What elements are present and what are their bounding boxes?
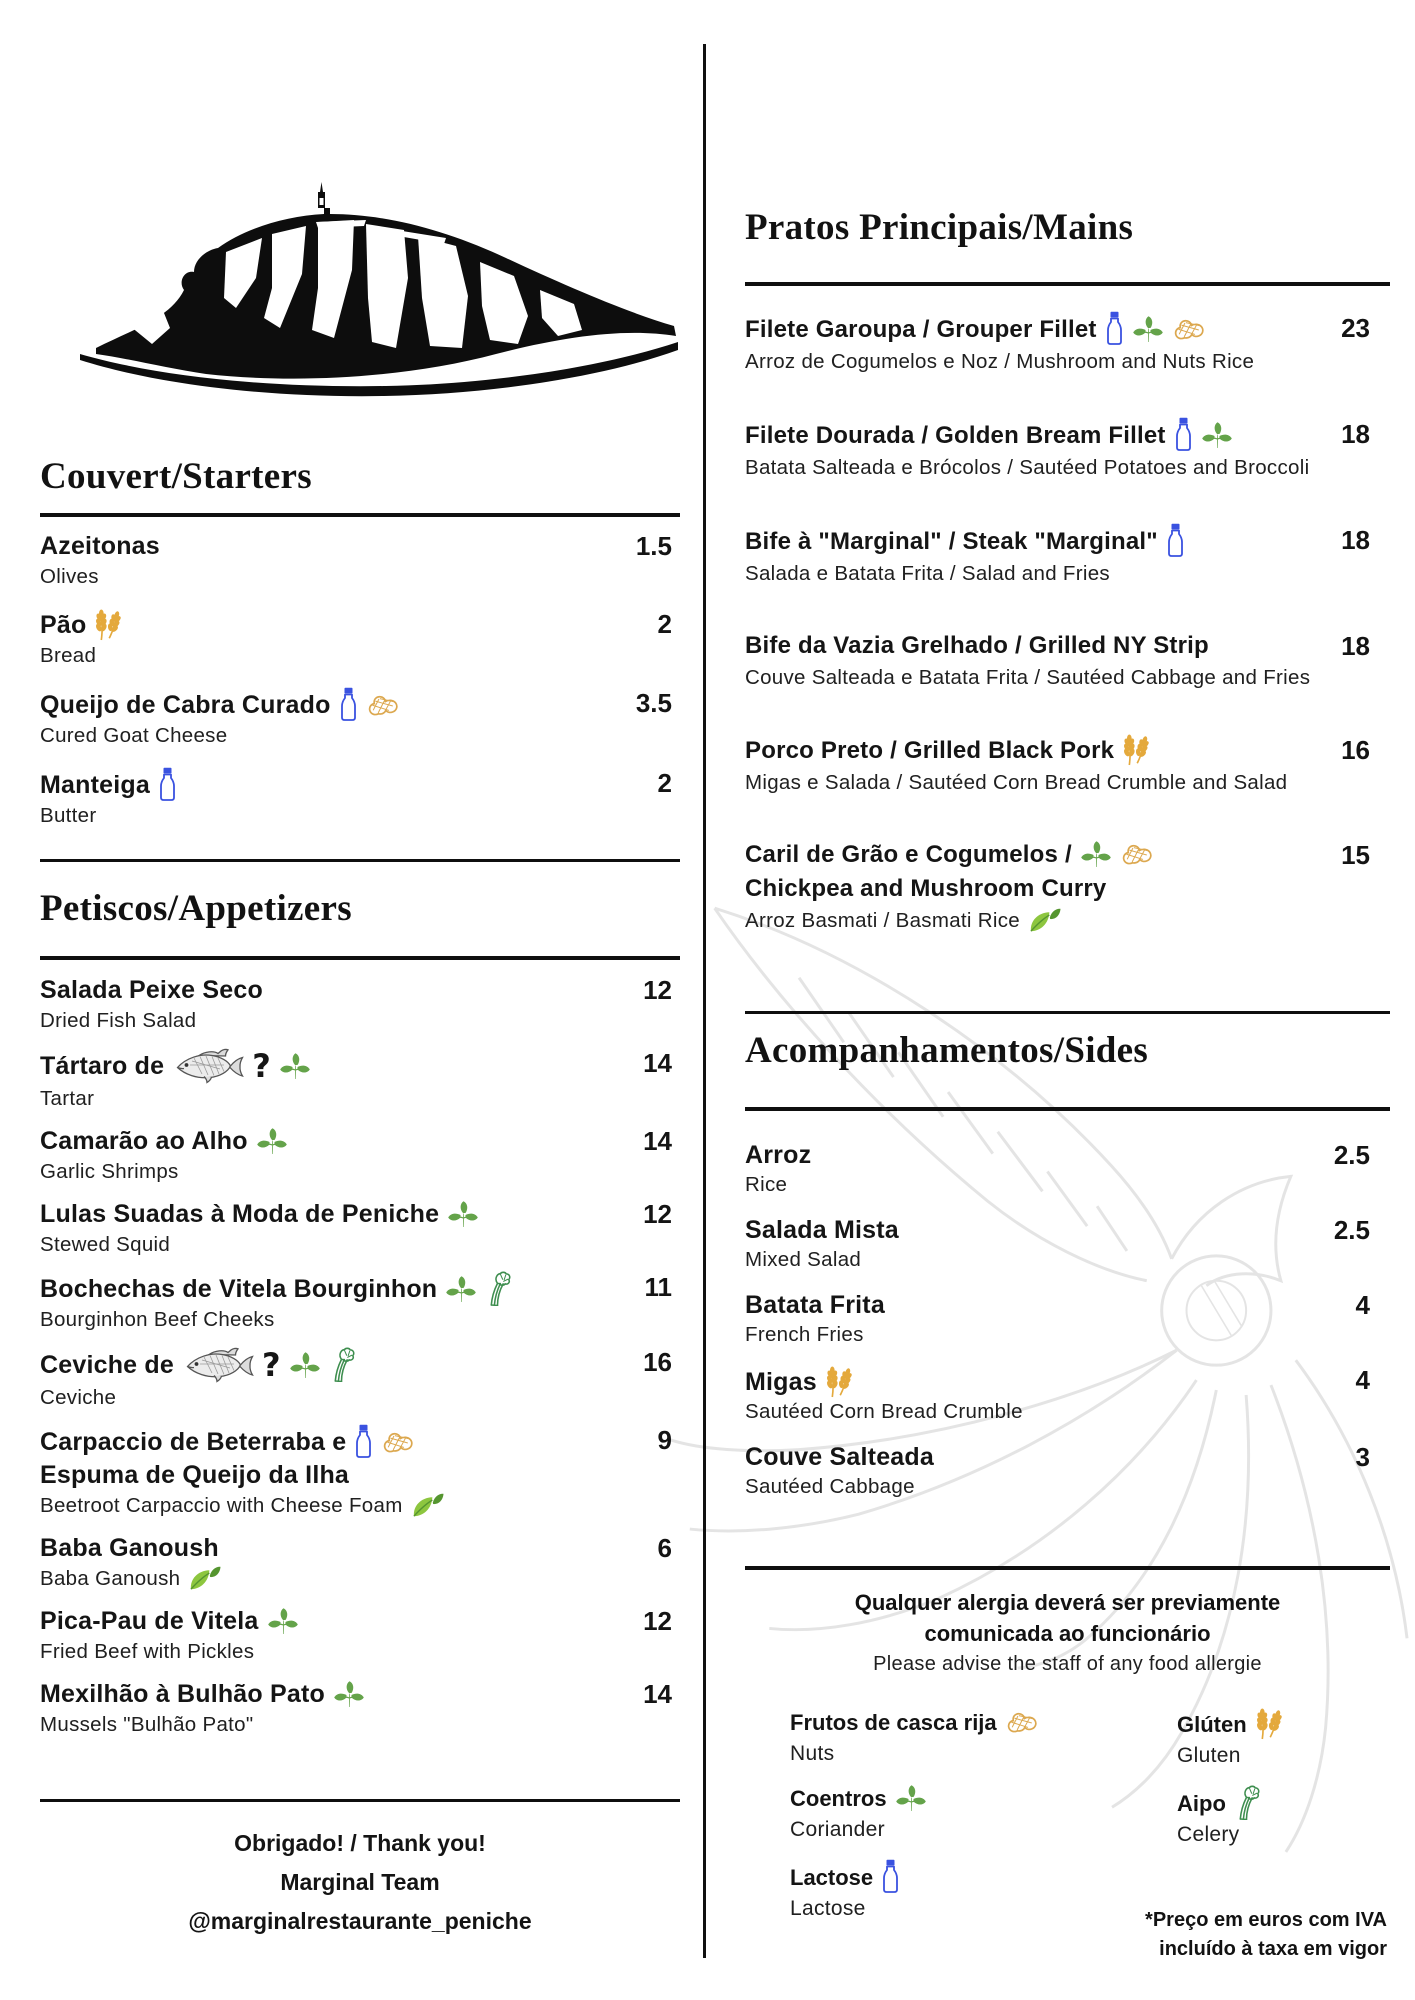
menu-item-price: 2 — [657, 767, 672, 798]
menu-item-description-text: Butter — [40, 803, 97, 827]
menu-item-name — [745, 1215, 1328, 1246]
menu-item-description-text: Migas e Salada / Sautéed Corn Bread Crumble and Salad — [745, 770, 1288, 794]
column-divider-line — [703, 44, 706, 1958]
menu-item-description-text: Rice — [745, 1172, 788, 1196]
section-rule — [40, 956, 680, 960]
allergen-legend-item — [790, 1783, 1039, 1845]
menu-item-main — [40, 1605, 616, 1666]
menu-item-description — [745, 663, 1328, 693]
fish-sketch-icon — [174, 1047, 244, 1085]
menu-item-description-text: Cured Goat Cheese — [40, 723, 228, 747]
peanut-nuts-icon — [1120, 840, 1154, 868]
peanut-nuts-icon — [1005, 1708, 1039, 1736]
menu-item-main — [40, 687, 616, 750]
menu-item-description — [745, 453, 1328, 483]
menu-item — [40, 1125, 680, 1186]
allergen-legend — [745, 1707, 1390, 1935]
team-line: Marginal Team — [280, 1869, 440, 1895]
vegan-leaf-icon — [411, 1492, 444, 1518]
menu-item — [40, 1678, 680, 1739]
menu-item-name-line2 — [40, 1459, 616, 1492]
menu-item-description — [40, 1085, 616, 1113]
menu-item-price: 16 — [1341, 734, 1370, 765]
menu-item — [745, 1215, 1390, 1274]
menu-item-description — [40, 802, 616, 830]
milk-bottle-lactose-icon — [881, 1859, 900, 1893]
peanut-nuts-icon — [366, 691, 400, 719]
menu-item-price: 18 — [1341, 630, 1370, 661]
coriander-leaf-icon — [895, 1784, 927, 1812]
starters-item-list — [40, 530, 680, 830]
menu-item-name-text: Queijo de Cabra Curado — [40, 690, 331, 719]
allergy-notice — [745, 1587, 1390, 1679]
allergen-label-text: Coentros — [790, 1785, 887, 1811]
menu-item — [40, 974, 680, 1035]
menu-item — [745, 1442, 1390, 1501]
allergy-notice-pt-line1: Qualquer alergia deverá ser previamente — [854, 1589, 1281, 1615]
menu-item — [40, 687, 680, 750]
menu-item — [40, 1424, 680, 1520]
menu-item-main — [745, 1290, 1328, 1349]
menu-item-price: 9 — [657, 1424, 672, 1455]
menu-item-description — [40, 1007, 616, 1035]
allergy-notice-en: Please advise the staff of any food allergie — [873, 1652, 1262, 1675]
menu-item-name — [40, 1605, 616, 1638]
menu-item-price: 14 — [643, 1125, 672, 1156]
question-mark: ? — [262, 1345, 281, 1384]
allergen-label — [790, 1783, 1039, 1815]
allergen-legend-item — [790, 1707, 1039, 1769]
menu-item-description — [745, 347, 1328, 377]
menu-item-price: 2.5 — [1333, 1214, 1370, 1245]
menu-item-main — [40, 1271, 616, 1334]
menu-item-name-text: Pão — [40, 610, 87, 639]
menu-item-name — [745, 1442, 1328, 1473]
allergen-label-text: Glúten — [1177, 1711, 1247, 1737]
menu-item-name-line2 — [745, 872, 1328, 906]
menu-item-description-text: Bread — [40, 643, 97, 667]
coriander-leaf-icon — [279, 1052, 311, 1080]
allergen-label-text: Aipo — [1177, 1790, 1226, 1816]
menu-item-description-text: Arroz de Cogumelos e Noz / Mushroom and Nuts Rice — [745, 349, 1255, 373]
price-vat-note — [1145, 1906, 1387, 1964]
menu-item-price: 12 — [643, 974, 672, 1005]
menu-item-name — [745, 1140, 1328, 1171]
menu-item-main — [745, 417, 1328, 483]
menu-item — [40, 1605, 680, 1666]
menu-item-name-text: Migas — [745, 1367, 817, 1396]
menu-item-name-text: Baba Ganoush — [40, 1533, 219, 1562]
menu-item — [745, 1290, 1390, 1349]
allergen-label — [1177, 1785, 1282, 1820]
menu-item-price: 18 — [1341, 418, 1370, 449]
instagram-handle: @marginalrestaurante_peniche — [188, 1908, 532, 1934]
allergen-label — [790, 1859, 1039, 1894]
menu-item-description — [745, 559, 1328, 589]
menu-item-description-text: Stewed Squid — [40, 1232, 171, 1256]
menu-item-name-text: Filete Dourada / Golden Bream Fillet — [745, 421, 1166, 449]
menu-item-main — [745, 733, 1328, 798]
menu-item-price: 12 — [643, 1198, 672, 1229]
menu-item-main — [745, 838, 1328, 936]
menu-item — [745, 523, 1390, 589]
menu-item-main — [40, 1678, 616, 1739]
menu-item-name — [40, 608, 616, 642]
menu-item-description-text: Couve Salteada e Batata Frita / Sautéed Cabbage and Fries — [745, 665, 1311, 689]
menu-item-description-text: Garlic Shrimps — [40, 1159, 179, 1183]
celery-icon — [485, 1271, 512, 1306]
allergen-legend-item — [1177, 1785, 1282, 1850]
menu-item-name-text: Ceviche de — [40, 1350, 175, 1379]
menu-item-name — [745, 733, 1328, 768]
price-vat-note-line1: *Preço em euros com IVA — [1145, 1909, 1387, 1931]
menu-item-main — [745, 1215, 1328, 1274]
section-rule — [745, 1011, 1390, 1015]
menu-item-name-text: Bochechas de Vitela Bourginhon — [40, 1274, 438, 1303]
menu-item-main — [40, 1125, 616, 1186]
section-title-sides: Acompanhamentos/Sides — [745, 1030, 1149, 1071]
menu-item-description — [40, 642, 616, 670]
menu-item-main — [745, 1365, 1328, 1426]
menu-item-main — [40, 1346, 616, 1412]
menu-item-name-text: Filete Garoupa / Grouper Fillet — [745, 315, 1097, 343]
coriander-leaf-icon — [447, 1200, 479, 1228]
menu-item-name-text: Espuma de Queijo da Ilha — [40, 1460, 350, 1489]
sides-item-list — [745, 1140, 1390, 1501]
menu-item-price: 2.5 — [1333, 1139, 1370, 1170]
right-column — [745, 0, 1390, 1935]
menu-item-name-text: Salada Mista — [745, 1215, 899, 1244]
section-rule — [745, 1566, 1390, 1570]
menu-item-name-text: Azeitonas — [40, 531, 160, 560]
menu-item-main — [40, 1198, 616, 1259]
menu-item-name — [745, 311, 1328, 347]
menu-item-description-text: Beetroot Carpaccio with Cheese Foam — [40, 1493, 403, 1517]
menu-item-price: 4 — [1355, 1289, 1370, 1320]
menu-item-description — [40, 1638, 616, 1666]
menu-item-main — [40, 608, 616, 670]
menu-item-description-text: Fried Beef with Pickles — [40, 1639, 255, 1663]
peanut-nuts-icon — [381, 1428, 415, 1456]
allergen-sub-label: Gluten — [1177, 1743, 1241, 1767]
menu-item-description-text: Mussels "Bulhão Pato" — [40, 1712, 254, 1736]
menu-item-description — [745, 768, 1328, 798]
menu-item-main — [40, 1047, 616, 1113]
menu-item-name-text: Bife à "Marginal" / Steak "Marginal" — [745, 527, 1158, 555]
menu-item — [40, 1271, 680, 1334]
milk-bottle-lactose-icon — [1166, 523, 1185, 557]
menu-item-name — [745, 629, 1328, 663]
price-vat-note-line2: incluído à taxa em vigor — [1159, 1938, 1387, 1960]
menu-item-name-text: Arroz — [745, 1140, 812, 1169]
celery-icon — [1234, 1785, 1261, 1820]
coriander-leaf-icon — [445, 1275, 477, 1303]
menu-item-description — [40, 1231, 616, 1259]
menu-item-description — [40, 722, 616, 750]
allergen-label — [1177, 1707, 1282, 1741]
vegan-leaf-icon — [188, 1565, 221, 1591]
footer-note — [40, 1824, 680, 1941]
milk-bottle-lactose-icon — [1174, 417, 1193, 451]
menu-item-name — [40, 1047, 616, 1085]
menu-item-description-text: Sautéed Corn Bread Crumble — [745, 1399, 1023, 1423]
menu-item-description — [745, 1321, 1328, 1349]
menu-item-name-text: Porco Preto / Grilled Black Pork — [745, 736, 1115, 764]
menu-item-name — [40, 1125, 616, 1158]
allergen-label-text: Lactose — [790, 1864, 874, 1890]
menu-item-description-text: Dried Fish Salad — [40, 1008, 197, 1032]
menu-item-description-text: Salada e Batata Frita / Salad and Fries — [745, 561, 1110, 585]
menu-item-name-text: Mexilhão à Bulhão Pato — [40, 1679, 326, 1708]
menu-item-name-text: Bife da Vazia Grelhado / Grilled NY Strip — [745, 631, 1209, 659]
coriander-leaf-icon — [1080, 840, 1112, 868]
left-column — [40, 0, 680, 1941]
allergen-legend-column-2 — [1177, 1707, 1282, 1864]
menu-item-name — [745, 838, 1328, 872]
section-title-appetizers: Petiscos/Appetizers — [40, 888, 352, 929]
menu-item-description-text: Mixed Salad — [745, 1247, 862, 1271]
coriander-leaf-icon — [256, 1127, 288, 1155]
allergen-label — [790, 1707, 1039, 1739]
menu-item-description — [40, 1384, 616, 1412]
menu-item-price: 18 — [1341, 524, 1370, 555]
menu-item-name — [745, 523, 1328, 559]
menu-item-name — [40, 1271, 616, 1306]
menu-item-name-text: Camarão ao Alho — [40, 1126, 248, 1155]
menu-item-name-text: Chickpea and Mushroom Curry — [745, 874, 1107, 902]
section-rule — [745, 1107, 1390, 1111]
menu-item-price: 11 — [644, 1271, 672, 1302]
menu-item-main — [40, 1424, 616, 1520]
menu-item-name — [40, 1346, 616, 1384]
menu-item-main — [40, 974, 616, 1035]
mains-item-list — [745, 311, 1390, 936]
menu-item-name-text: Manteiga — [40, 770, 150, 799]
milk-bottle-lactose-icon — [158, 767, 177, 801]
menu-item-name-text: Pica-Pau de Vitela — [40, 1606, 259, 1635]
menu-item-main — [745, 311, 1328, 377]
section-title-mains: Pratos Principais/Mains — [745, 207, 1134, 248]
allergen-legend-item — [1177, 1707, 1282, 1771]
allergen-sub-label: Celery — [1177, 1822, 1240, 1846]
appetizers-item-list — [40, 974, 680, 1739]
section-rule — [40, 1799, 680, 1803]
menu-item-price: 15 — [1341, 839, 1370, 870]
wheat-gluten-icon — [1122, 733, 1149, 766]
menu-item-price: 3 — [1355, 1441, 1370, 1472]
allergen-sub-label: Coriander — [790, 1817, 885, 1841]
coriander-leaf-icon — [289, 1351, 321, 1379]
coriander-leaf-icon — [1201, 421, 1233, 449]
menu-item-description — [745, 906, 1328, 936]
menu-item-description-text: Arroz Basmati / Basmati Rice — [745, 908, 1020, 932]
thank-you-line: Obrigado! / Thank you! — [234, 1830, 486, 1856]
menu-item-price: 4 — [1355, 1364, 1370, 1395]
menu-item-price: 3.5 — [635, 687, 672, 718]
menu-item-description — [745, 1246, 1328, 1274]
menu-item-price: 14 — [643, 1678, 672, 1709]
menu-item — [40, 608, 680, 670]
menu-item-name — [40, 530, 616, 563]
menu-item — [745, 311, 1390, 377]
menu-item-description — [40, 1711, 616, 1739]
menu-item-description-text: French Fries — [745, 1322, 864, 1346]
menu-item-name-text: Batata Frita — [745, 1290, 885, 1319]
menu-item-description-text: Tartar — [40, 1086, 95, 1110]
menu-item — [745, 733, 1390, 798]
wheat-gluten-icon — [1255, 1707, 1282, 1740]
menu-item-name — [40, 1678, 616, 1711]
menu-item — [745, 1140, 1390, 1199]
question-mark: ? — [252, 1046, 272, 1085]
menu-item — [40, 1532, 680, 1593]
menu-item-main — [745, 1140, 1328, 1199]
menu-item-main — [745, 523, 1328, 589]
menu-item-name — [745, 1290, 1328, 1321]
section-rule — [40, 513, 680, 517]
menu-item-name — [40, 687, 616, 722]
menu-item-description — [40, 1158, 616, 1186]
allergen-label-text: Frutos de casca rija — [790, 1709, 997, 1735]
menu-item-price: 6 — [657, 1532, 672, 1563]
menu-item-description-text: Ceviche — [40, 1385, 117, 1409]
menu-item-price: 1.5 — [635, 530, 672, 561]
menu-item — [745, 838, 1390, 936]
menu-item-name — [40, 767, 616, 802]
menu-item-main — [40, 1532, 616, 1593]
vegan-leaf-icon — [1028, 907, 1061, 933]
menu-item-main — [745, 629, 1328, 693]
menu-item-description — [40, 1306, 616, 1334]
menu-item-name — [745, 1365, 1328, 1398]
menu-item-description — [40, 1565, 616, 1593]
wheat-gluten-icon — [825, 1365, 852, 1398]
section-rule — [745, 282, 1390, 286]
menu-item-description-text: Olives — [40, 564, 99, 588]
menu-item — [745, 1365, 1390, 1426]
wheat-gluten-icon — [94, 608, 121, 641]
menu-item-main — [40, 767, 616, 830]
menu-item — [40, 1198, 680, 1259]
menu-item-name — [40, 974, 616, 1007]
menu-item-description — [745, 1398, 1328, 1426]
menu-item-name-text: Caril de Grão e Cogumelos / — [745, 840, 1072, 868]
menu-item-price: 14 — [643, 1047, 672, 1078]
menu-item-name — [745, 417, 1328, 453]
section-rule — [40, 859, 680, 863]
menu-item-price: 12 — [643, 1605, 672, 1636]
menu-item-name — [40, 1532, 616, 1565]
menu-item-description-text: Baba Ganoush — [40, 1566, 181, 1590]
allergen-legend-column-1 — [790, 1707, 1039, 1938]
coriander-leaf-icon — [267, 1607, 299, 1635]
milk-bottle-lactose-icon — [339, 687, 358, 721]
coriander-leaf-icon — [1132, 315, 1164, 343]
menu-item — [745, 629, 1390, 693]
menu-item-description-text: Batata Salteada e Brócolos / Sautéed Potatoes and Broccoli — [745, 455, 1310, 479]
coriander-leaf-icon — [333, 1680, 365, 1708]
menu-item — [40, 530, 680, 591]
menu-item-description — [40, 563, 616, 591]
menu-item-main — [745, 1442, 1328, 1501]
menu-item-description-text: Sautéed Cabbage — [745, 1474, 915, 1498]
menu-item-price: 23 — [1341, 312, 1370, 343]
menu-item — [745, 417, 1390, 483]
menu-item-name — [40, 1198, 616, 1231]
menu-item-name-text: Lulas Suadas à Moda de Peniche — [40, 1199, 440, 1228]
celery-icon — [329, 1347, 356, 1382]
menu-item-name-text: Tártaro de — [40, 1051, 165, 1080]
menu-item-name — [40, 1424, 616, 1459]
menu-item-name-text: Salada Peixe Seco — [40, 975, 263, 1004]
menu-item-price: 2 — [657, 608, 672, 639]
allergen-sub-label: Nuts — [790, 1741, 835, 1765]
restaurant-logo-cliff-illustration — [66, 178, 680, 408]
peanut-nuts-icon — [1172, 315, 1206, 343]
milk-bottle-lactose-icon — [354, 1424, 373, 1458]
allergy-notice-pt-line2: comunicada ao funcionário — [924, 1620, 1211, 1646]
menu-item-description — [40, 1492, 616, 1520]
menu-item — [40, 1346, 680, 1412]
menu-item-price: 16 — [643, 1346, 672, 1377]
menu-item — [40, 1047, 680, 1113]
menu-item-description-text: Bourginhon Beef Cheeks — [40, 1307, 275, 1331]
menu-item-main — [40, 530, 616, 591]
milk-bottle-lactose-icon — [1105, 311, 1124, 345]
section-title-starters: Couvert/Starters — [40, 456, 312, 497]
allergen-legend-item — [790, 1859, 1039, 1924]
menu-item-name-text: Couve Salteada — [745, 1442, 934, 1471]
allergen-sub-label: Lactose — [790, 1896, 866, 1920]
menu-item-description — [745, 1171, 1328, 1199]
menu-item-description — [745, 1473, 1328, 1501]
fish-sketch-icon — [184, 1346, 254, 1384]
menu-item-name-text: Carpaccio de Beterraba e — [40, 1427, 347, 1456]
menu-item — [40, 767, 680, 830]
